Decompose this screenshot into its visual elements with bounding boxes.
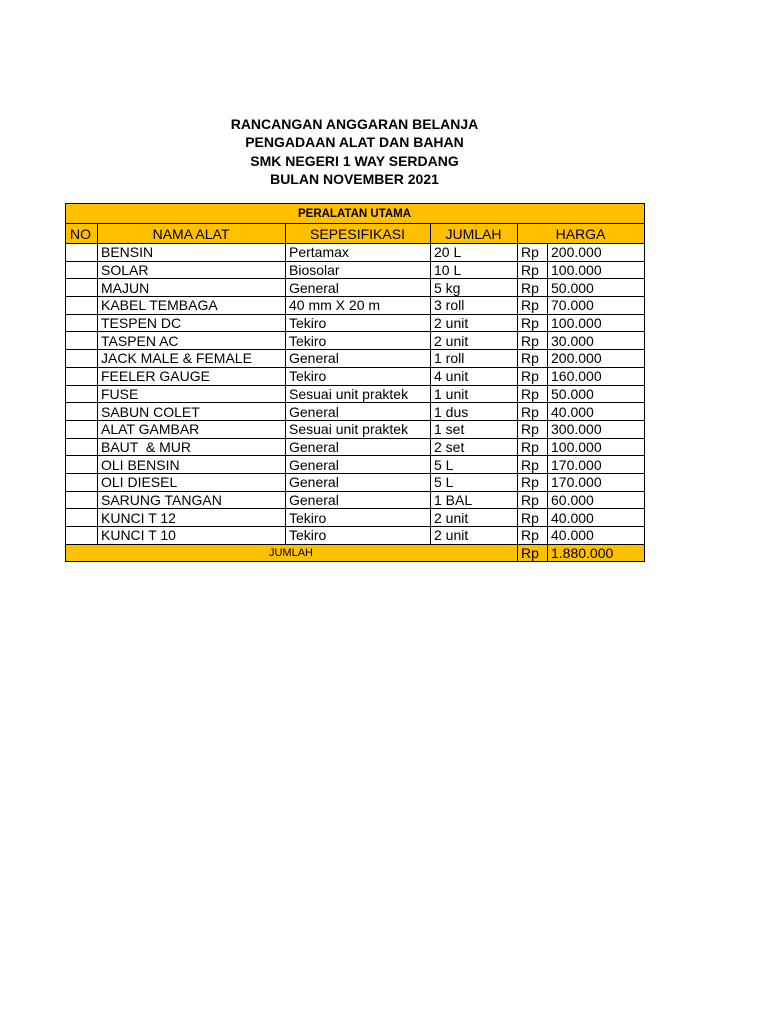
price-cell: 50.000 [548,279,645,297]
quantity-cell: 4 unit [431,367,518,385]
currency-cell: Rp [518,509,548,527]
table-row [66,403,645,421]
table-row [66,332,645,350]
currency-cell: Rp [518,473,548,491]
quantity-cell: 5 L [431,473,518,491]
item-name-cell: MAJUN [98,279,286,297]
table-head [66,204,645,244]
quantity-cell: 10 L [431,261,518,279]
budget-table [65,203,645,562]
currency-cell: Rp [518,244,548,262]
price-cell: 50.000 [548,385,645,403]
row-number-cell [66,509,98,527]
item-name-cell: TASPEN AC [98,332,286,350]
row-number-cell [66,385,98,403]
currency-cell: Rp [518,420,548,438]
spec-cell: Tekiro [286,509,431,527]
spec-cell: General [286,491,431,509]
quantity-cell: 1 BAL [431,491,518,509]
currency-cell: Rp [518,403,548,421]
currency-cell: Rp [518,314,548,332]
table-row [66,367,645,385]
table-row [66,385,645,403]
title-line-1: RANCANGAN ANGGARAN BELANJA [230,116,479,132]
table-row [66,509,645,527]
table-body [66,244,645,545]
item-name-cell: KABEL TEMBAGA [98,297,286,315]
currency-cell: Rp [518,527,548,545]
spec-cell: General [286,438,431,456]
item-name-cell: SABUN COLET [98,403,286,421]
currency-cell: Rp [518,350,548,368]
quantity-cell: 2 unit [431,332,518,350]
quantity-cell: 1 set [431,420,518,438]
quantity-cell: 5 L [431,456,518,474]
item-name-cell: KUNCI T 10 [98,527,286,545]
spec-cell: 40 mm X 20 m [286,297,431,315]
row-number-cell [66,473,98,491]
item-name-cell: TESPEN DC [98,314,286,332]
price-cell: 40.000 [548,527,645,545]
price-cell: 40.000 [548,509,645,527]
quantity-cell: 5 kg [431,279,518,297]
spec-cell: General [286,473,431,491]
column-header-no: NO [66,224,98,244]
quantity-cell: 1 roll [431,350,518,368]
item-name-cell: FEELER GAUGE [98,367,286,385]
row-number-cell [66,491,98,509]
spec-cell: General [286,456,431,474]
price-cell: 200.000 [548,244,645,262]
spec-cell: Tekiro [286,527,431,545]
quantity-cell: 2 unit [431,314,518,332]
price-cell: 70.000 [548,297,645,315]
table-row [66,279,645,297]
table-row [66,297,645,315]
item-name-cell: BAUT & MUR [98,438,286,456]
quantity-cell: 3 roll [431,297,518,315]
table-row [66,473,645,491]
price-cell: 30.000 [548,332,645,350]
item-name-cell: KUNCI T 12 [98,509,286,527]
table-row [66,350,645,368]
price-cell: 300.000 [548,420,645,438]
spec-cell: Pertamax [286,244,431,262]
title-line-4: BULAN NOVEMBER 2021 [270,170,439,187]
currency-cell: Rp [518,456,548,474]
currency-cell: Rp [518,261,548,279]
item-name-cell: OLI BENSIN [98,456,286,474]
spec-cell: Tekiro [286,367,431,385]
currency-cell: Rp [518,297,548,315]
row-number-cell [66,297,98,315]
row-number-cell [66,332,98,350]
total-currency: Rp [518,544,548,561]
spec-cell: Biosolar [286,261,431,279]
price-cell: 170.000 [548,456,645,474]
spec-cell: Sesuai unit praktek [286,385,431,403]
quantity-cell: 20 L [431,244,518,262]
column-header-spesifikasi: SEPESIFIKASI [286,224,431,244]
total-amount: 1.880.000 [548,544,645,561]
title-line-2: PENGADAAN ALAT DAN BAHAN [245,134,464,151]
title-line-3: SMK NEGERI 1 WAY SERDANG [250,152,459,169]
row-number-cell [66,314,98,332]
table-row [66,314,645,332]
spec-cell: Tekiro [286,314,431,332]
column-header-nama-alat: NAMA ALAT [98,224,286,244]
price-cell: 60.000 [548,491,645,509]
quantity-cell: 1 dus [431,403,518,421]
price-cell: 170.000 [548,473,645,491]
section-header-row [66,204,645,224]
currency-cell: Rp [518,332,548,350]
table-row [66,527,645,545]
row-number-cell [66,403,98,421]
table-row [66,456,645,474]
row-number-cell [66,350,98,368]
item-name-cell: FUSE [98,385,286,403]
price-cell: 100.000 [548,314,645,332]
table-row [66,244,645,262]
total-row [66,544,645,561]
spec-cell: Sesuai unit praktek [286,420,431,438]
row-number-cell [66,279,98,297]
document-title [65,115,644,188]
column-header-jumlah: JUMLAH [431,224,518,244]
quantity-cell: 2 set [431,438,518,456]
spec-cell: General [286,279,431,297]
row-number-cell [66,420,98,438]
spec-cell: Tekiro [286,332,431,350]
spec-cell: General [286,403,431,421]
price-cell: 100.000 [548,261,645,279]
total-label: JUMLAH [66,544,518,561]
quantity-cell: 1 unit [431,385,518,403]
item-name-cell: BENSIN [98,244,286,262]
row-number-cell [66,527,98,545]
item-name-cell: OLI DIESEL [98,473,286,491]
quantity-cell: 2 unit [431,527,518,545]
table-foot [66,544,645,561]
table-row [66,438,645,456]
item-name-cell: SARUNG TANGAN [98,491,286,509]
currency-cell: Rp [518,367,548,385]
table-row [66,420,645,438]
price-cell: 100.000 [548,438,645,456]
item-name-cell: SOLAR [98,261,286,279]
column-header-harga: HARGA [518,224,645,244]
currency-cell: Rp [518,491,548,509]
column-header-row [66,224,645,244]
currency-cell: Rp [518,438,548,456]
row-number-cell [66,244,98,262]
currency-cell: Rp [518,279,548,297]
section-title: PERALATAN UTAMA [66,204,645,224]
currency-cell: Rp [518,385,548,403]
price-cell: 160.000 [548,367,645,385]
row-number-cell [66,438,98,456]
row-number-cell [66,367,98,385]
item-name-cell: ALAT GAMBAR [98,420,286,438]
spec-cell: General [286,350,431,368]
price-cell: 40.000 [548,403,645,421]
price-cell: 200.000 [548,350,645,368]
item-name-cell: JACK MALE & FEMALE [98,350,286,368]
table-row [66,491,645,509]
table-row [66,261,645,279]
row-number-cell [66,261,98,279]
quantity-cell: 2 unit [431,509,518,527]
row-number-cell [66,456,98,474]
